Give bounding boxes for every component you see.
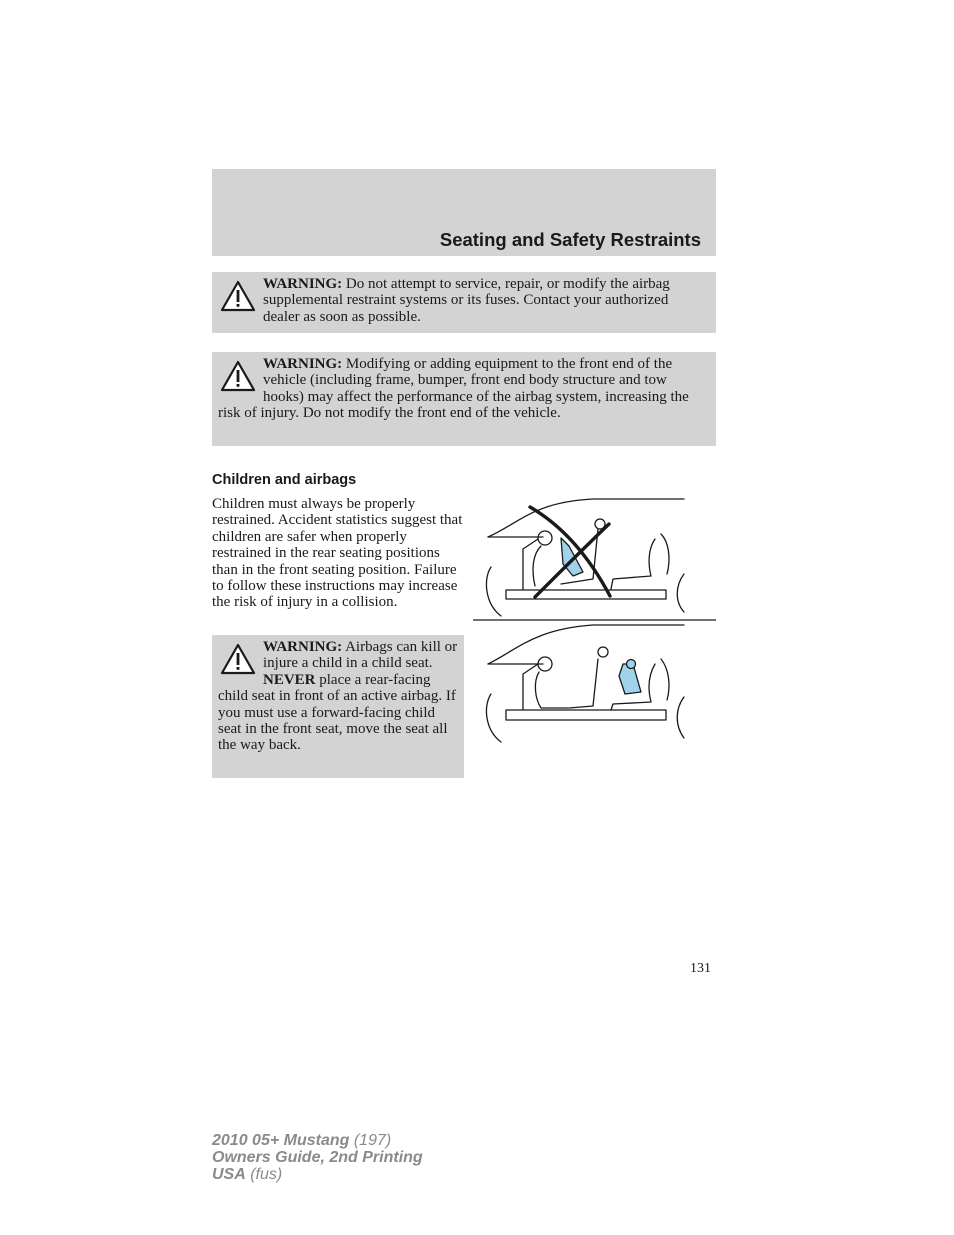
children-airbags-heading: Children and airbags <box>212 472 357 488</box>
footer-line-2: Owners Guide, 2nd Printing <box>212 1149 423 1166</box>
child-seat-rear-facing <box>561 538 583 576</box>
warning-text: place a rear-facing child seat in front of an active airbag. If you must use a forward-facing child seat in the front seat, move the seat all the way back. <box>218 671 456 754</box>
warning-emphasis: NEVER <box>263 671 316 688</box>
warning-box-front-end <box>212 352 716 446</box>
warning-text: Modifying or adding equipment to the front end of the vehicle (including frame, bumper, front end body structure and tow hooks) may affect the performance of the airbag system, increasing the risk of injury. Do not modify the front end of the vehicle. <box>218 356 689 422</box>
warning-label: WARNING: <box>263 356 343 372</box>
warning-label: WARNING: <box>263 276 343 292</box>
warning-triangle-icon <box>220 280 256 312</box>
child-seat-illustration <box>473 494 716 756</box>
warning-box-service <box>212 272 716 333</box>
footer-line-1: 2010 05+ Mustang (197) <box>212 1132 392 1149</box>
section-title: Seating and Safety Restraints <box>439 229 701 250</box>
warning-text: Do not attempt to service, repair, or modify the airbag supplemental restraint systems or its fuses. Contact your authorized dealer as soon as possible. <box>263 276 670 325</box>
children-airbags-body: Children must always be properly restrained. Accident statistics suggest that children are safer when properly restrained in the rear seating positions than in the front seating position. Failure to follow these instructions may increase the risk of injury in a collision. <box>212 496 463 611</box>
warning-text: Airbags can kill or injure a child in a child seat. <box>263 639 458 672</box>
cross-mark <box>535 524 609 597</box>
warning-triangle-icon <box>220 643 256 675</box>
car-profile-correct <box>486 625 684 742</box>
footer-line-3: USA (fus) <box>212 1166 283 1183</box>
warning-triangle-icon <box>220 360 256 392</box>
child-head <box>627 660 636 669</box>
section-header-band <box>212 169 716 256</box>
warning-box-child-seat <box>212 635 464 778</box>
page-number: 131 <box>690 961 711 976</box>
footer <box>212 1132 423 1183</box>
warning-label: WARNING: <box>263 639 343 655</box>
